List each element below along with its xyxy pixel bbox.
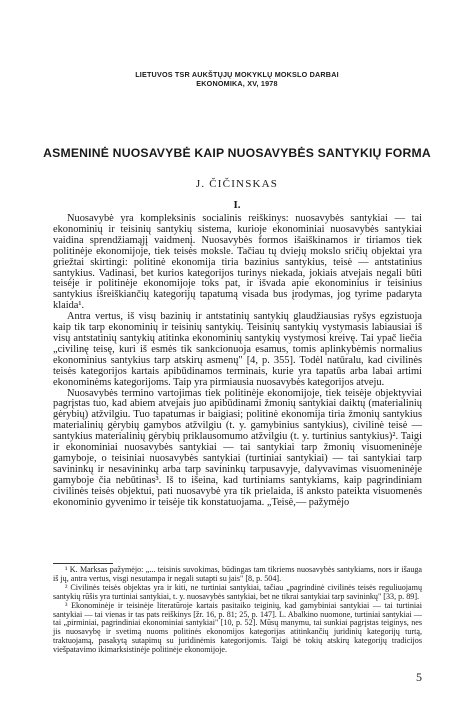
article-title: ASMENINĖ NUOSAVYBĖ KAIP NUOSAVYBĖS SANTYKIŲ FORMA bbox=[43, 146, 431, 160]
page-number: 5 bbox=[416, 670, 422, 684]
footnote-divider bbox=[53, 563, 113, 564]
footnote: ² Civilinės teisės objektas yra ir kiti, ne turtiniai santykiai, tačiau „pagrindinė civilinės teisės reguliuojamų santykių rūšis yra turtiniai santykiai, t. y. nuosavybės santykiai, bet ne tikrai santykiai tarp savininkų" [33, p. 89]. bbox=[53, 582, 422, 601]
section-number: I. bbox=[233, 199, 241, 211]
journal-header-line-2: EKONOMIKA, XV, 1978 bbox=[196, 78, 278, 88]
body-paragraph: Nuosavybė yra kompleksinis socialinis reiškinys: nuosavybės santykiai — tai ekonominių ir teisinių santykių sistema, kurioje ekonominiai nuosavybės santykiai vaidina sprendžiamąjį vaidmenį. Nuosavybės formos išaiškinamos ir tiriamos tiek politinėje ekonomijoje, tiek teisės moksle. Tačiau tų dviejų mokslo sričių objektai yra griežtai skirtingi: politinė ekonomija tiria bazinius santykius, teisė — antstatinius santykius. Vadinasi, bet kurios kategorijos turinys niekada, jokiais atvejais negali būti teisėje ir politinėje ekonomijoje toks pat, ir išvada apie ekonominius ir teisinius santykius išreiškiančių kategorijų tapatumą visada bus įrodymas, jog tyrime padaryta klaida¹. bbox=[53, 213, 422, 312]
body-paragraph: Nuosavybės termino vartojimas tiek politinėje ekonomijoje, tiek teisėje objektyviai pagrįstas tuo, kad abiem atvejais juo apibūdinami žmonių santykiai daiktų (materialinių gėrybių) atžvilgiu. Tuo tapatumas ir baigiasi; politinė ekonomija tiria žmonių santykius materialinių gėrybių gamybos atžvilgiu (t. y. gamybinius santykius), civilinė teisė — santykius materialinių gėrybių priklausomumo atžvilgiu (t. y. turtinius santykius)². Taigi ir ekonominiai nuosavybės santykiai — tai santykiai tarp žmonių visuomeninėje gamyboje, o teisiniai nuosavybės santykiai (turtiniai santykiai) — tai santykiai tarp savininkų ir nesavininkų arba tarp savininkų tarpusavyje, dalyvavimas visuomeninėje gamyboje čia nebūtinas³. Iš to išeina, kad turtiniams santykiams, kaip pagrindiniam civilinės teisės objektui, pati nuosavybė yra tik prielaida, iš anksto pateikta visuomenės ekonominio gyvenimo ir teisėje tik konstatuojama. „Teisė,— pažymėjo bbox=[53, 387, 422, 508]
article-body bbox=[53, 214, 422, 508]
footnote: ¹ K. Marksas pažymėjo: „... teisinis suvokimas, būdingas tam tikriems nuosavybės santykiams, nors ir išauga iš jų, antra vertus, visgi nesutampa ir negali sutapti su jais" [8, p. 504]. bbox=[53, 565, 422, 583]
footnotes bbox=[53, 566, 422, 655]
footnote: ³ Ekonominėje ir teisinėje literatūroje kartais pasitaiko teiginių, kad gamybiniai santykiai — tai turtiniai santykiai — tai vienas ir tas pats reiškinys [žr. 16, p. 81; 25, p. 147]. L. Abalkino nuomone, turtiniai santykiai — tai „pirminiai, pagrindiniai ekonominiai santykiai" [10, p. 52]. Mūsų manymu, tai sunkiai pagrįstas teiginys, nes jis nuosavybę ir svetimą nuoms politinės ekonomijos kategorijas atitinkančių juridinių kategorijų turtą, traktuojamą, pasakytą sutapimų su juridinėmis kategorijomis. Taigi bė tokių atskirų kategorijų tradicijos viešpatavimo ikimarksistinėje politinėje ekonomijoje. bbox=[53, 600, 422, 655]
body-paragraph: Antra vertus, iš visų bazinių ir antstatinių santykių glaudžiausias ryšys egzistuoja kaip tik tarp ekonominių ir teisinių santykių. Teisinių santykių vystymasis labiausiai iš visų antstatinių santykių atitinka ekonominių santykių vystymosi kreivę. Tai ypač liečia „civilinę teisę, kuri iš esmės tik sankcionuoja esamus, tomis aplinkybėmis normalius ekonominius santykius tarp atskirų asmenų" [4, p. 355]. Todėl natūralu, kad civilinės teisės kategorijos kartais apibūdinamos terminais, kurie yra tapatūs arba labai artimi ekonominėms kategorijoms. Taip yra pirmiausia nuosavybės kategorijos atveju. bbox=[53, 311, 422, 388]
journal-header-line-1: LIETUVOS TSR AUKŠTŲJŲ MOKYKLŲ MOKSLO DARBAI bbox=[135, 70, 339, 79]
author-name: J. ČIČINSKAS bbox=[195, 178, 279, 190]
journal-header bbox=[0, 71, 474, 88]
